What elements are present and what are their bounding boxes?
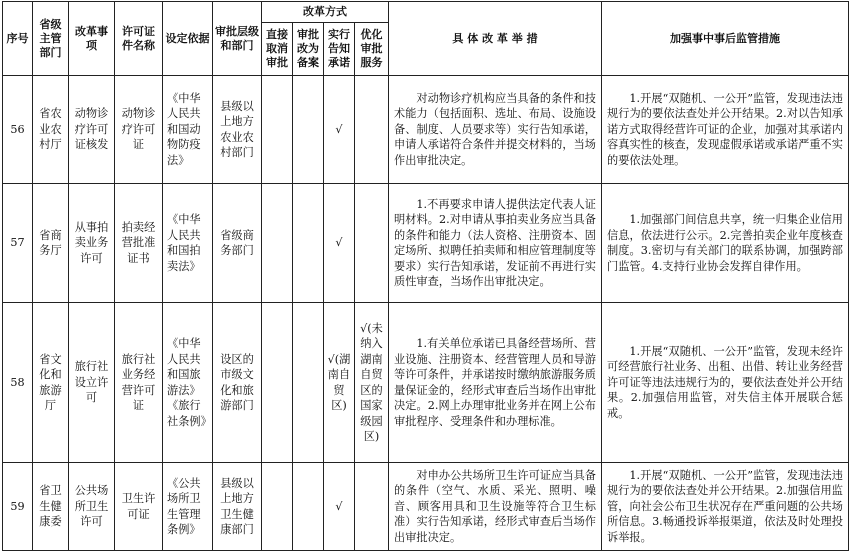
cell-optimize (355, 184, 389, 303)
header-mode-commit: 实行告知承诺 (324, 23, 355, 76)
cell-level: 县级以上地方卫生健康部门 (213, 463, 262, 551)
cell-record (293, 76, 324, 184)
header-item: 改革事项 (69, 2, 115, 76)
cell-basis: 《公共场所卫生管理条例》 (163, 463, 213, 551)
cell-supervision: 1.开展“双随机、一公开”监管，发现违法违规行为的要依法查处并公开结果。2.对以告知承诺方式取得经营许可证的企业，加强对其承诺内容真实性的核查，发现虚假承诺或承诺严重不实的要依法处理。 (602, 76, 849, 184)
cell-dept: 省卫生健康委 (33, 463, 69, 551)
cell-no: 57 (3, 184, 33, 303)
cell-level: 省级商务部门 (213, 184, 262, 303)
cell-dept: 省农业农村厅 (33, 76, 69, 184)
header-basis: 设定依据 (163, 2, 213, 76)
cell-license: 动物诊疗许可证 (115, 76, 163, 184)
cell-dept: 省文化和旅游厅 (33, 303, 69, 463)
cell-measures: 对申办公共场所卫生许可证应当具备的条件（空气、水质、采光、照明、噪音、顾客用具和卫生设施等符合卫生标准）实行告知承诺，经形式审查后当场作出审批决定。 (389, 463, 602, 551)
reform-table (2, 1, 849, 551)
cell-no: 59 (3, 463, 33, 551)
table-row (3, 303, 849, 463)
cell-item: 动物诊疗许可证核发 (69, 76, 115, 184)
cell-commit: √ (324, 463, 355, 551)
header-no: 序号 (3, 2, 33, 76)
cell-item: 旅行社设立许可 (69, 303, 115, 463)
cell-item: 从事拍卖业务许可 (69, 184, 115, 303)
cell-level: 设区的市级文化和旅游部门 (213, 303, 262, 463)
cell-no: 56 (3, 76, 33, 184)
cell-no: 58 (3, 303, 33, 463)
header-level: 审批层级和部门 (213, 2, 262, 76)
header-dept: 省级主管部门 (33, 2, 69, 76)
cell-cancel (262, 463, 293, 551)
cell-cancel (262, 303, 293, 463)
cell-commit: √ (324, 76, 355, 184)
cell-optimize (355, 76, 389, 184)
cell-level: 县级以上地方农业农村部门 (213, 76, 262, 184)
header-mode-cancel: 直接取消审批 (262, 23, 293, 76)
cell-cancel (262, 184, 293, 303)
header-measures: 具 体 改 革 举 措 (389, 2, 602, 76)
cell-supervision: 1.加强部门间信息共享，统一归集企业信用信息，依法进行公示。2.完善拍卖企业年度核查制度。3.密切与有关部门的联系协调，加强跨部门监管。4.支持行业协会发挥自律作用。 (602, 184, 849, 303)
cell-license: 卫生许可证 (115, 463, 163, 551)
cell-commit: √ (324, 184, 355, 303)
table-row (3, 76, 849, 184)
cell-basis: 《中华人民共和国动物防疫法》 (163, 76, 213, 184)
cell-cancel (262, 76, 293, 184)
cell-measures: 1.有关单位承诺已具备经营场所、营业设施、注册资本、经营管理人员和导游等许可条件，并承诺按时缴纳旅游服务质量保证金的，经形式审查后当场作出审批决定。2.网上办理审批业务并在网上公布审批程序、受理条件和办理标准。 (389, 303, 602, 463)
cell-commit: √(湖南自贸区) (324, 303, 355, 463)
cell-supervision: 1.开展“双随机、一公开”监管，发现未经许可经营旅行社业务、出租、出借、转让业务经营许可证等违法违规行为的，要依法查处并公开结果。2.加强信用监管，对失信主体开展联合惩戒。 (602, 303, 849, 463)
table-row (3, 463, 849, 551)
cell-basis: 《中华人民共和国旅游法》《旅行社条例》 (163, 303, 213, 463)
cell-optimize (355, 463, 389, 551)
table-row (3, 184, 849, 303)
cell-license: 拍卖经营批准证书 (115, 184, 163, 303)
cell-item: 公共场所卫生许可 (69, 463, 115, 551)
cell-measures: 1.不再要求申请人提供法定代表人证明材料。2.对申请从事拍卖业务应当具备的条件和能力（法人资格、注册资本、固定场所、拟聘任拍卖师和相应管理制度等要求）实行告知承诺，发证前不再进行实质性审查，当场作出审批决定。 (389, 184, 602, 303)
header-reform-mode: 改革方式 (262, 2, 389, 23)
cell-record (293, 303, 324, 463)
cell-dept: 省商务厅 (33, 184, 69, 303)
cell-record (293, 463, 324, 551)
header-supervision: 加强事中事后监管措施 (602, 2, 849, 76)
cell-basis: 《中华人民共和国拍卖法》 (163, 184, 213, 303)
cell-supervision: 1.开展“双随机、一公开”监管，发现违法违规行为的要依法查处并公开结果。2.加强信用监管，向社会公布卫生状况存在严重问题的公共场所信息。3.畅通投诉举报渠道，依法及时处理投诉举报。 (602, 463, 849, 551)
cell-license: 旅行社业务经营许可证 (115, 303, 163, 463)
header-license: 许可证件名称 (115, 2, 163, 76)
header-mode-record: 审批改为备案 (293, 23, 324, 76)
header-mode-optimize: 优化审批服务 (355, 23, 389, 76)
cell-measures: 对动物诊疗机构应当具备的条件和技术能力（包括面积、选址、布局、设施设备、制度、人员要求等）实行告知承诺，申请人承诺符合条件并提交材料的，当场作出审批决定。 (389, 76, 602, 184)
cell-record (293, 184, 324, 303)
cell-optimize: √(未纳入湖南自贸区的国家级园区) (355, 303, 389, 463)
